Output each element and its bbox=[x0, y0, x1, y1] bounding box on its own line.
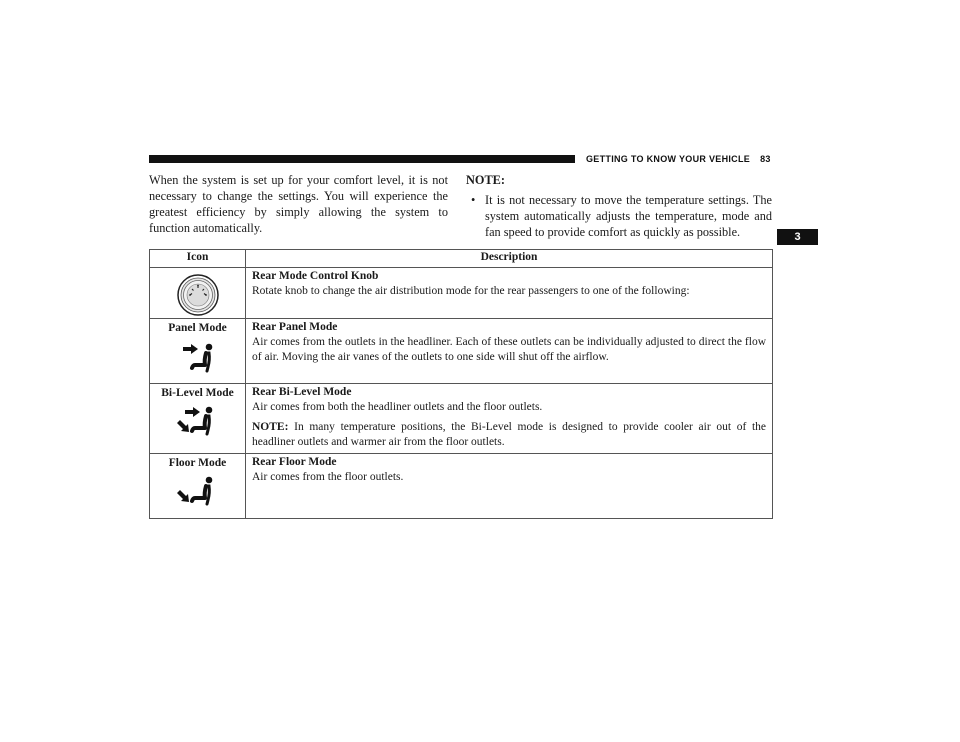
floor-mode-icon bbox=[176, 474, 220, 508]
description-cell bbox=[246, 319, 773, 384]
bi-level-mode-icon bbox=[176, 404, 220, 438]
rear-mode-table bbox=[149, 249, 773, 519]
row-text: Rotate knob to change the air distribution mode for the rear passengers to one of the following: bbox=[252, 285, 690, 297]
row-title: Rear Panel Mode bbox=[252, 321, 338, 333]
table-row bbox=[150, 454, 773, 519]
row-text: Air comes from the outlets in the headliner. Each of these outlets can be individually adjusted to direct the flow of air. Moving the air vanes of the outlets to one side will shut off the airflow. bbox=[252, 336, 766, 363]
icon-cell bbox=[150, 384, 246, 454]
description-column-header: Description bbox=[246, 250, 773, 268]
mode-label: Panel Mode bbox=[168, 322, 227, 334]
icon-cell bbox=[150, 454, 246, 519]
page-number: 83 bbox=[760, 154, 771, 164]
row-text: Air comes from both the headliner outlets and the floor outlets. bbox=[252, 401, 543, 413]
mode-label: Floor Mode bbox=[168, 457, 227, 469]
note-heading: NOTE: bbox=[466, 173, 505, 187]
description-cell bbox=[246, 454, 773, 519]
section-title: GETTING TO KNOW YOUR VEHICLE bbox=[586, 154, 751, 164]
header-bar bbox=[149, 155, 575, 163]
row-title: Rear Floor Mode bbox=[252, 456, 337, 468]
panel-mode-icon bbox=[176, 339, 220, 373]
icon-cell bbox=[150, 319, 246, 384]
icon-column-header: Icon bbox=[150, 250, 246, 268]
note-bullet-text: It is not necessary to move the temperature settings. The system automatically adjusts the temperature, mode and fan speed to provide comfort as quickly as possible. bbox=[485, 193, 772, 240]
bullet-dot-icon: • bbox=[471, 193, 476, 208]
icon-cell bbox=[150, 268, 246, 319]
description-cell bbox=[246, 384, 773, 454]
chapter-tab: 3 bbox=[777, 229, 818, 245]
description-cell bbox=[246, 268, 773, 319]
table-header-row bbox=[150, 250, 773, 268]
row-text: Air comes from the floor outlets. bbox=[252, 471, 404, 483]
intro-paragraph: When the system is set up for your comfort level, it is not necessary to change the settings. You will experience the greatest efficiency by simply allowing the system to function automatically. bbox=[149, 173, 448, 236]
mode-label: Bi-Level Mode bbox=[161, 387, 234, 399]
running-header bbox=[586, 153, 771, 166]
rear-mode-knob-icon bbox=[176, 273, 220, 317]
table-row bbox=[150, 384, 773, 454]
row-note-text: In many temperature positions, the Bi-Level mode is designed to provide cooler air out of the headliner outlets and warmer air from the floor outlets. bbox=[252, 421, 767, 448]
row-title: Rear Mode Control Knob bbox=[252, 270, 379, 282]
note-block bbox=[466, 172, 772, 240]
table-row bbox=[150, 268, 773, 319]
row-title: Rear Bi-Level Mode bbox=[252, 386, 352, 398]
row-note bbox=[252, 420, 766, 450]
row-note-label: NOTE: bbox=[252, 421, 289, 433]
note-bullet bbox=[466, 192, 772, 240]
table-row bbox=[150, 319, 773, 384]
